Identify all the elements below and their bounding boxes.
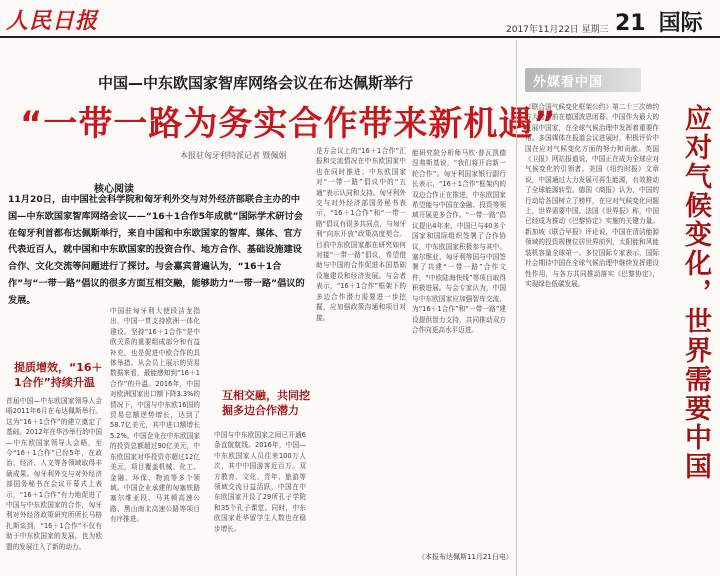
article-headline: “一带一路为务实合作带来新机遇” bbox=[20, 104, 557, 144]
page-number: 21 bbox=[615, 11, 646, 36]
sidebar-article bbox=[516, 40, 720, 576]
dateline-note: （本报布达佩斯11月21日电） bbox=[418, 553, 513, 561]
masthead bbox=[0, 0, 720, 38]
body-column-1: 首届中国—中东欧国家领导人会晤2011年6月在布达佩斯举行。这为“16＋1合作”的建立奠定了基础。2012年在华沙举行的中国—中东欧国家领导人会晤，至今“16＋1合作”已经5年，在政治、经济、人文等各领域取得丰硕成果。匈牙利外交与对外经济部国务秘书在会议开幕式上表示，“16＋1合作”有力地促进了中国与中东欧国家的合作，匈牙利对外经济政策研究所所长马格扎斯谈到，“16＋1合作”不仅有助于中东欧国家的发展，也为欧盟的发展注入了新的动力。 bbox=[6, 397, 102, 551]
sidebar-banner-label: 外媒看中国 bbox=[533, 75, 604, 90]
article-byline: 本报驻匈牙利特派记者 暨佩娟 bbox=[180, 151, 287, 160]
article-kicker: 中国—中东欧国家智库网络会议在布达佩斯举行 bbox=[98, 74, 414, 92]
newspaper-logo: 人民日报 bbox=[6, 8, 99, 34]
issue-date: 2017年11月22日 星期三 bbox=[506, 25, 609, 35]
core-reading-title: 核心阅读 bbox=[94, 184, 134, 195]
subhead-integration: 互相交融，共同挖掘多边合作潜力 bbox=[222, 389, 310, 417]
section-name: 国际 bbox=[658, 11, 703, 36]
subhead-upgrade: 提质增效，“16＋1合作”持续升温 bbox=[14, 361, 103, 389]
sidebar-banner bbox=[525, 68, 641, 92]
main-article bbox=[0, 40, 557, 576]
article-summary: 11月20日，由中国社会科学院和匈牙利外交与对外经济部联合主办的中国—中东欧国家智库网络会议——“16＋1合作5年成就”国际学术研讨会在匈牙利首都布达佩斯举行，来自中国和中东欧国家的智库、媒体、官方代表近百人，就中国和中东欧国家的投资合作、地方合作、基础设施建设合作、文化交流等问题进行了探讨。与会嘉宾普遍认为，“16＋1合作”与“一带一路”倡议的很多方面互相交融，能够助力“一带一路”倡议的发展。 bbox=[8, 194, 305, 306]
body-column-4: 是方会议上的“16＋1合作”汇报和交流情况在中东欧国家中也在同时推进；中东欧国家对“一带一路”倡议中的“五通”表示认同和支持。匈牙利外交与对外经济部国务秘书表示，“16＋1合作”和“一带一路”倡议有很多共同点，与匈牙利“向东开放”政策高度契合。目前中东欧国家都在研究如何对接“一带一路”倡议，希望借助与中国的合作促进本国基础设施建设和经济发展。与会者表示，“16＋1合作”框架下的多边合作潜力需要进一步挖掘，应加强政策沟通和项目对接。 bbox=[316, 147, 406, 322]
page-header bbox=[615, 6, 703, 37]
body-column-5: 能研究院分析师马钦·普瓦凯德涅弗斯基说，“我们将开启新一轮合作”。匈牙利国家银行副行长表示，“16＋1合作”框架内的双边合作正在推进，中东欧国家希望能与中国在金融、投资等领域开展更多合作。“一带一路”倡议提出4年来，中国已与40多个国家和国际组织签署了合作协议，中东欧国家积极参与其中。塞尔维亚、匈牙利等国与中国签署了共建“一带一路”合作文件，“中欧陆海快线”等项目取得积极进展。与会专家认为，中国与中东欧国家应加强智库交流，为“16＋1合作”和“一带一路”建设提供智力支持，共同推动双方合作向更高水平迈进。 bbox=[412, 149, 506, 334]
body-column-2: 中国驻匈牙利大使段洁龙指出，中国一贯支持欧洲一体化建设。坚持“16＋1合作”是中欧关系的重要组成部分和有益补充，也是促进中欧合作的具体举措。从会员上展示的贸易数据来看，最能感知到“16＋1合作”的升温。2016年，中国对欧洲国家出口额下降3.3%的情况下，中国与中东欧16国的贸易总额逆势增长，达到了58.7亿美元，其中进口额增长5.2%。中国企业在中东欧国家的投资总额超过90亿美元，中东欧国家对华投资亦超过12亿美元，项目覆盖机械、化工、金融、环保、物流等多个领域。中国企业承建的匈塞铁路塞尔维亚段、马其顿高速公路、黑山南北高速公路等项目有序推进。 bbox=[110, 307, 200, 524]
sidebar-vertical-headline: 应对气候变化，世界需要中国 bbox=[680, 104, 711, 481]
body-column-3: 中国与中东欧国家之间已开通6条直航航线。2016年，中国—中东欧国家人员往来100万人次，其中中国游客近百万。双方教育、文化、青年、旅游等领域交流日益活跃，中国在中东欧国家开设了29所孔子学院和35个孔子课堂。同时，中东欧国家赴华留学生人数也在稳步增长。 bbox=[214, 431, 306, 533]
sidebar-body: 《联合国气候变化框架公约》第二十三次缔约方大会日前在德国波恩闭幕。中国作为最大的发展中国家，在全球气候治理中发挥着重要作用。多国媒体在报道会议进展时，积极评价中国在应对气候变化方面的努力和贡献。英国《卫报》网站报道说，中国正在成为全球应对气候变化的引领者。美国《纽约时报》文章说，中国通过大力发展可再生能源，有效推动了全球能源转型。德国《商报》认为，中国的行动给各国树立了榜样，在应对气候变化问题上，世界需要中国。法国《世界报》称，中国已经成为推动《巴黎协定》实施的关键力量。新加坡《联合早报》评论说，中国在清洁能源领域的投资规模位居世界前列，太阳能和风能装机容量全球第一。多位国际专家表示，国际社会期待中国在全球气候治理中继续发挥建设性作用，与各方共同推动落实《巴黎协定》，实现绿色低碳发展。 bbox=[525, 103, 659, 288]
